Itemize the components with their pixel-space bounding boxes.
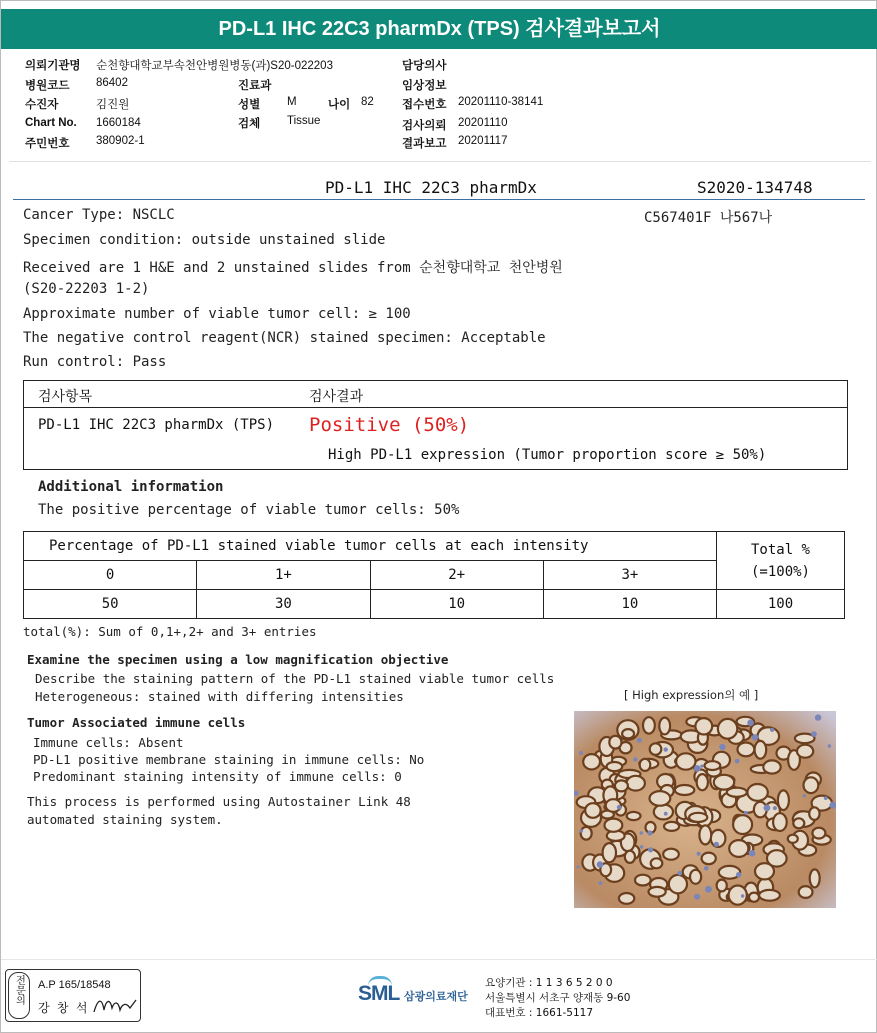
stained-cell <box>654 804 673 819</box>
nucleus <box>694 894 700 900</box>
org-address-block <box>485 976 630 1021</box>
ihc-stain-graphic <box>574 711 836 908</box>
specimen-condition: Specimen condition: outside unstained slide <box>23 232 386 248</box>
collector-value: 김진원 <box>96 99 130 111</box>
result-box <box>23 380 848 470</box>
approx-tumor-cells: Approximate number of viable tumor cell: ≥ 100 <box>23 306 411 322</box>
nucleus <box>741 894 744 897</box>
stained-cell <box>729 886 747 905</box>
stained-cell <box>759 890 780 901</box>
nucleus <box>647 830 652 835</box>
nucleus <box>664 747 668 751</box>
col-result-header: 검사결과 <box>309 389 364 405</box>
nucleus <box>719 744 725 750</box>
org-address: 서울특별시 서초구 양재동 9-60 <box>485 992 631 1004</box>
stained-cell <box>675 785 694 795</box>
stained-cell <box>699 825 711 844</box>
intensity-col-0: 0 <box>24 561 197 590</box>
stained-cell <box>702 853 716 865</box>
stained-cell <box>650 743 662 755</box>
nucleus <box>697 852 701 856</box>
stained-cell <box>663 849 679 860</box>
nucleus <box>811 731 817 737</box>
total-header-line2: (=100%) <box>750 563 810 580</box>
stained-cell <box>812 828 825 839</box>
intensity-total: 100 <box>717 590 845 619</box>
nucleus <box>579 751 583 755</box>
stained-cell <box>659 718 670 735</box>
report-number: S2020-134748 <box>697 178 813 197</box>
patient-info <box>1 1 877 161</box>
nucleus <box>824 796 828 800</box>
additional-heading: Additional information <box>38 479 224 495</box>
sex-value: M <box>287 96 297 108</box>
nucleus <box>640 831 644 835</box>
nucleus <box>714 842 719 847</box>
reqdate-label: 검사의뢰 <box>402 120 447 132</box>
org-name: 삼광의료재단 <box>404 990 468 1003</box>
total-header <box>717 532 845 590</box>
stained-cell <box>689 813 707 822</box>
immune-line-3: Predominant staining intensity of immune cells: 0 <box>33 769 402 784</box>
nucleus <box>773 806 777 810</box>
nucleus <box>749 850 756 857</box>
examine-heading: Examine the specimen using a low magnification objective <box>27 652 449 667</box>
pathologist-signature-box <box>5 969 141 1022</box>
sml-logo <box>356 974 466 1018</box>
specimen-value: Tissue <box>287 115 321 127</box>
reqdate-value: 20201110 <box>458 117 508 129</box>
clinical-label: 임상정보 <box>402 80 447 92</box>
nucleus <box>736 872 741 877</box>
nucleus <box>735 759 740 764</box>
result-box-divider <box>24 407 847 408</box>
nucleus <box>764 805 771 812</box>
stained-cell <box>747 784 767 801</box>
nucleus <box>597 861 604 868</box>
stained-cell <box>810 869 820 887</box>
report-date-label: 결과보고 <box>402 138 447 150</box>
stained-cell <box>664 822 679 831</box>
stained-cell <box>605 819 623 832</box>
nucleus <box>677 871 682 876</box>
nucleus <box>770 728 774 732</box>
id-code: C567401F 나567나 <box>644 210 773 226</box>
image-caption: [ High expression의 예 ] <box>624 688 759 702</box>
stained-cell <box>767 850 787 866</box>
intensity-col-3: 3+ <box>543 561 716 590</box>
logo-text: SML <box>358 982 400 1005</box>
resid-value: 380902-1 <box>96 135 145 147</box>
stained-cell <box>651 858 663 868</box>
stained-cell <box>581 827 592 840</box>
nucleus <box>640 845 643 848</box>
nucleus <box>633 757 637 761</box>
specialist-stamp-text: 전문의 <box>13 975 25 1005</box>
col-item-header: 검사항목 <box>38 389 93 405</box>
hosp-code-value: 86402 <box>96 77 128 89</box>
intensity-table <box>23 531 845 619</box>
stained-cell <box>669 875 687 893</box>
stained-cell <box>676 753 695 769</box>
hosp-code-label: 병원코드 <box>25 80 70 92</box>
stained-cell <box>622 729 634 738</box>
stained-cell <box>797 745 813 758</box>
license-number: A.P 165/18548 <box>38 979 111 991</box>
stained-cell <box>609 736 621 749</box>
received-line-1: Received are 1 H&E and 2 unstained slides from 순천향대학교 천안병원 <box>23 260 563 276</box>
nucleus <box>803 794 806 797</box>
test-name: PD-L1 IHC 22C3 pharmDx (TPS) <box>38 417 275 433</box>
nucleus <box>577 865 580 868</box>
nucleus <box>664 812 668 816</box>
chart-label: Chart No. <box>25 117 77 129</box>
nucleus <box>704 866 709 871</box>
stained-cell <box>690 870 701 884</box>
immune-heading: Tumor Associated immune cells <box>27 715 246 730</box>
cancer-type: Cancer Type: NSCLC <box>23 207 175 223</box>
nucleus <box>580 829 584 833</box>
stained-cell <box>809 807 819 820</box>
stained-cell <box>695 718 712 734</box>
test-result-desc: High PD-L1 expression (Tumor proportion score ≥ 50%) <box>328 447 767 463</box>
nucleus <box>599 881 603 885</box>
process-line-2: automated staining system. <box>27 812 223 827</box>
stained-cell <box>615 780 628 791</box>
req-org-label: 의뢰기관명 <box>25 60 81 72</box>
process-line-1: This process is performed using Autostainer Link 48 <box>27 794 411 809</box>
receipt-value: 20201110-38141 <box>458 96 544 108</box>
specimen-label: 검체 <box>238 118 261 130</box>
doctor-label: 담당의사 <box>402 60 447 72</box>
immune-line-2: PD-L1 positive membrane staining in immune cells: No <box>33 752 425 767</box>
examine-line-2: Heterogeneous: stained with differing intensities <box>35 689 404 704</box>
nucleus <box>700 765 703 768</box>
received-line-2: (S20-22203 1-2) <box>23 281 150 297</box>
stained-cell <box>738 743 755 757</box>
report-heading <box>13 176 865 200</box>
nucleus <box>744 811 748 815</box>
stained-cell <box>640 759 651 771</box>
examine-line-1: Describe the staining pattern of the PD-L1 stained viable tumor cells <box>35 671 555 686</box>
pathologist-name: 강 창 석 <box>38 1001 90 1015</box>
nucleus <box>828 744 831 747</box>
stained-cell <box>607 762 623 771</box>
specialist-stamp <box>8 972 30 1019</box>
intensity-val-2: 10 <box>370 590 543 619</box>
stained-cell <box>718 719 737 739</box>
stained-cell <box>793 818 804 828</box>
collector-label: 수진자 <box>25 99 59 111</box>
nucleus <box>747 720 754 727</box>
ncr-line: The negative control reagent(NCR) stained specimen: Acceptable <box>23 330 546 346</box>
intensity-col-2: 2+ <box>370 561 543 590</box>
receipt-label: 접수번호 <box>402 99 447 111</box>
stained-cell <box>755 741 767 759</box>
test-result: Positive (50%) <box>309 414 470 436</box>
immune-line-1: Immune cells: Absent <box>33 735 184 750</box>
report-test-name: PD-L1 IHC 22C3 pharmDx <box>325 178 537 197</box>
header-divider <box>9 161 871 162</box>
ihc-stain-image <box>574 711 836 908</box>
nucleus <box>705 886 712 893</box>
intensity-val-3: 10 <box>543 590 716 619</box>
stained-cell <box>643 717 655 733</box>
stained-cell <box>650 791 671 806</box>
age-label: 나이 <box>328 99 351 111</box>
stained-cell <box>625 851 635 863</box>
stained-cell <box>697 774 708 790</box>
stained-cell <box>705 761 721 770</box>
stained-cell <box>619 893 634 904</box>
institution-code: 요양기관 : 1 1 3 6 5 2 0 0 <box>485 977 613 989</box>
stained-cell <box>583 754 600 769</box>
intensity-val-0: 50 <box>24 590 197 619</box>
stained-cell <box>773 813 787 831</box>
stained-cell <box>729 840 748 857</box>
chart-value: 1660184 <box>96 117 141 129</box>
nucleus <box>637 738 642 743</box>
report-title: PD-L1 IHC 22C3 pharmDx (TPS) 검사결과보고서 <box>1 9 877 49</box>
stained-cell <box>603 843 616 862</box>
nucleus <box>617 805 622 810</box>
stained-cell <box>635 875 651 886</box>
stained-cell <box>627 812 641 820</box>
run-control: Run control: Pass <box>23 354 167 370</box>
stained-cell <box>799 886 813 898</box>
total-header-line1: Total % <box>750 541 810 558</box>
stained-cell <box>717 880 727 892</box>
stained-cell <box>749 893 759 902</box>
dept-label: 진료과 <box>238 80 272 92</box>
stained-cell <box>788 835 798 843</box>
sex-label: 성별 <box>238 99 261 111</box>
nucleus <box>648 847 653 852</box>
intensity-val-1: 30 <box>197 590 370 619</box>
stained-cell <box>733 815 752 834</box>
intensity-table-header: Percentage of PD-L1 stained viable tumor cells at each intensity <box>24 532 717 561</box>
handwritten-signature <box>92 994 138 1016</box>
nucleus <box>815 714 821 720</box>
req-org-value: 순천향대학교부속천안병원병동(과)S20-022203 <box>96 60 333 72</box>
age-value: 82 <box>361 96 374 108</box>
stained-cell <box>585 803 600 818</box>
org-phone: 대표번호 : 1661-5117 <box>485 1007 594 1019</box>
stained-cell <box>627 776 645 791</box>
stained-cell <box>804 777 819 793</box>
stained-cell <box>714 775 734 790</box>
stained-cell <box>763 760 780 773</box>
footer-divider <box>1 959 877 960</box>
additional-text: The positive percentage of viable tumor cells: 50% <box>38 502 460 518</box>
stained-cell <box>649 887 666 897</box>
nucleus <box>694 765 701 772</box>
nucleus <box>752 734 758 740</box>
table-note: total(%): Sum of 0,1+,2+ and 3+ entries <box>23 624 317 639</box>
intensity-col-1: 1+ <box>197 561 370 590</box>
resid-label: 주민번호 <box>25 138 70 150</box>
report-date-value: 20201117 <box>458 135 508 147</box>
